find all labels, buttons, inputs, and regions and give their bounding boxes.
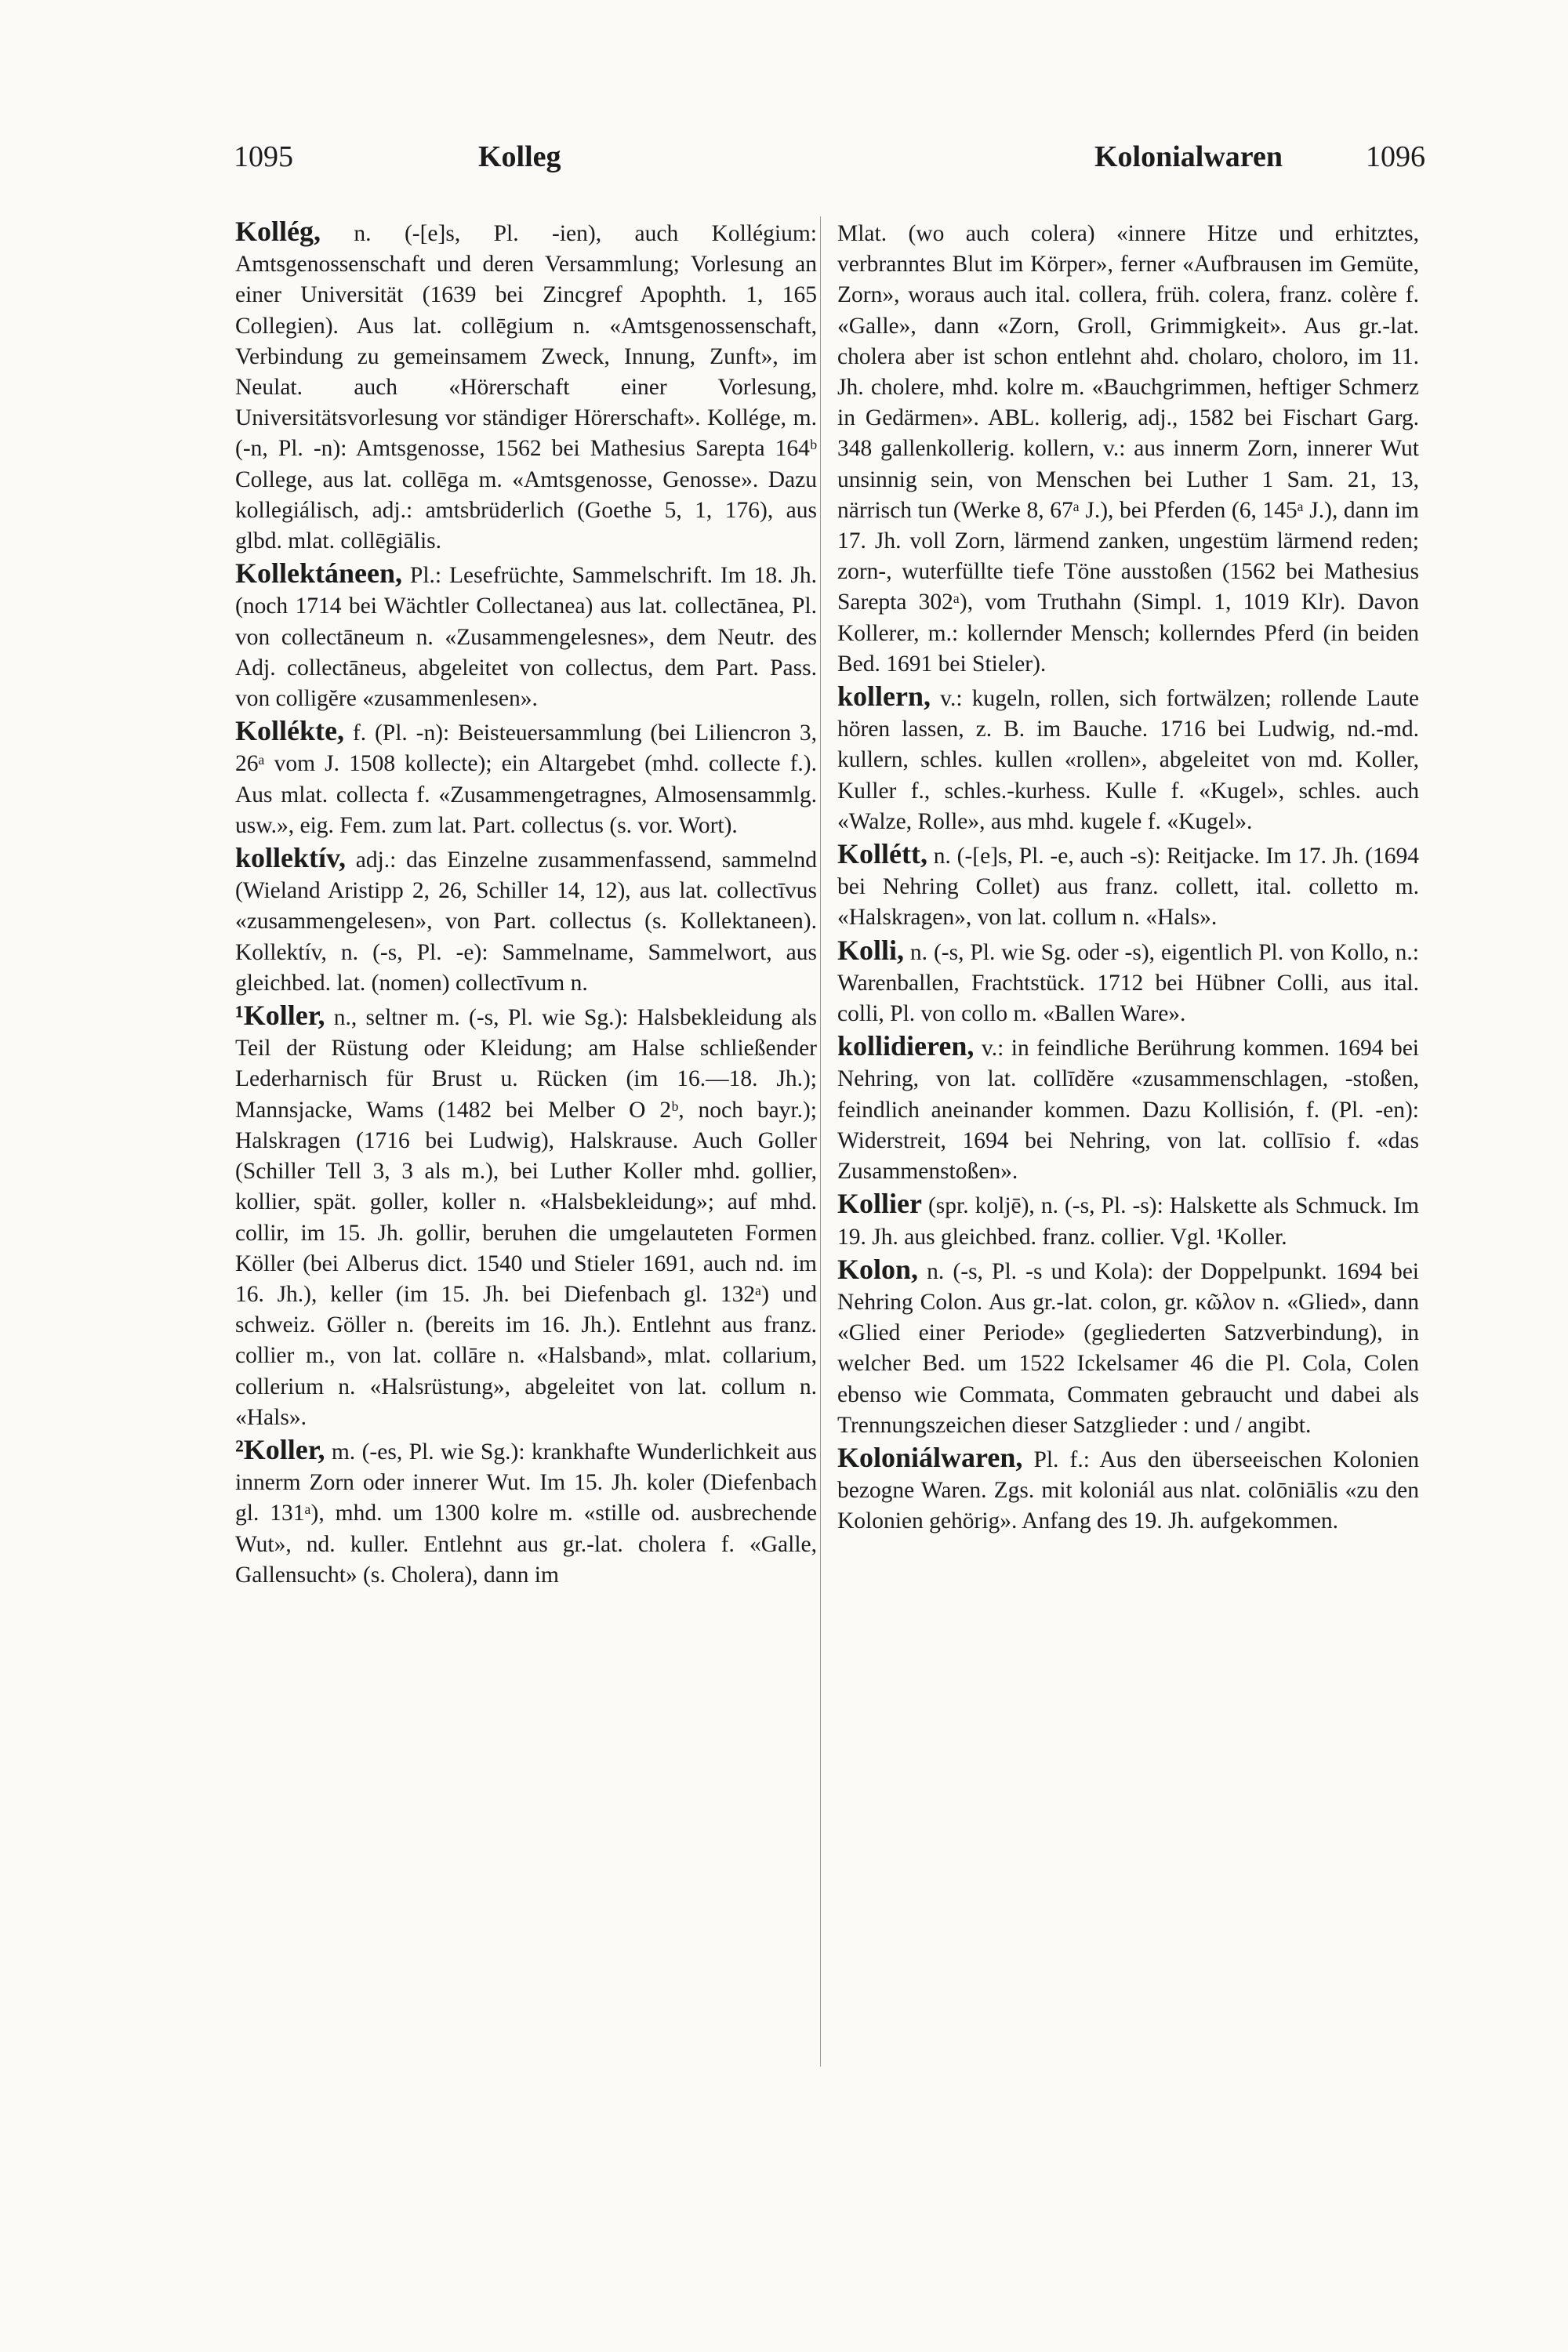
lemma: Kollektáneen, bbox=[235, 557, 402, 590]
entry-kollektiv bbox=[235, 843, 817, 999]
lemma: Kolli, bbox=[837, 934, 905, 966]
entry-body: n. (-s, Pl. -s und Kola): der Doppelpunkt. 1694 bei Nehring Colon. Aus gr.-lat. colon, gr. κῶλον n. «Glied», dann «Glied einer Periode» (gegliederten Satzverbindung), in welcher Bed. um 1522 Ickelsamer 46 die Pl. Cola, Colen ebenso wie Commata, Commaten gebraucht und dabei als Trennungszeichen dieser Satzglieder : und / angibt. bbox=[837, 1258, 1419, 1438]
guide-word-left: Kolleg bbox=[478, 140, 561, 173]
guide-word-right: Kolonialwaren bbox=[1094, 140, 1283, 173]
lemma: kollern, bbox=[837, 681, 931, 713]
page-number-left: 1095 bbox=[234, 140, 293, 173]
entry-body: n., seltner m. (-s, Pl. wie Sg.): Halsbekleidung als Teil der Rüstung oder Kleidung; am Halse schließender Lederharnisch für Brust u. Rücken (im 16.—18. Jh.); Mannsjacke, Wams (1482 bei Melber O 2ᵇ, noch bayr.); Halskragen (1716 bei Ludwig), Halskrause. Auch Goller (Schiller Tell 3, 3 als m.), bei Luther Koller mhd. gollier, kollier, spät. goller, koller n. «Halsbekleidung»; auf mhd. collir, im 15. Jh. gollir, beruhen die umgelauteten Formen Köller (bei Alberus dict. 1540 und Stieler 1691, auch nd. im 16. Jh.), keller (im 15. Jh. bei Diefenbach gl. 132ᵃ) und schweiz. Göller n. (bereits im 16. Jh.). Entlehnt aus franz. collier m., von lat. collāre n. «Halsband», mlat. collarium, collerium n. «Halsrüstung», abgeleitet von lat. collum n. «Hals». bbox=[235, 1005, 817, 1430]
entry-kollern bbox=[837, 681, 1419, 837]
column-left bbox=[235, 216, 817, 1591]
lemma: Kollékte, bbox=[235, 715, 344, 747]
lemma: ¹Koller, bbox=[235, 1000, 325, 1032]
lemma: Kollétt, bbox=[837, 838, 927, 870]
entry-koller-2 bbox=[235, 1435, 817, 1591]
entry-body: adj.: das Einzelne zusammenfassend, sammelnd (Wieland Aristipp 2, 26, Schiller 14, 12), aus lat. collectīvus «zusammengelesen», von Part. collectus (s. Kollektaneen). Kollektív, n. (-s, Pl. -e): Sammelname, Sammelwort, aus gleichbed. lat. (nomen) collectīvum n. bbox=[235, 848, 817, 996]
lemma: kollektív, bbox=[235, 842, 347, 874]
entry-kolonialwaren bbox=[837, 1443, 1419, 1537]
entry-kolon bbox=[837, 1254, 1419, 1441]
entry-body: v.: kugeln, rollen, sich fortwälzen; rollende Laute hören lassen, z. B. im Bauche. 1716 bei Ludwig, nd.-md. kullern, schles. kullen «rollen», abgeleitet von md. Koller, Kuller f., schles.-kurhess. Kulle f. «Kugel», schles. auch «Walze, Rolle», aus mhd. kugele f. «Kugel». bbox=[837, 686, 1419, 834]
entry-body: Mlat. (wo auch colera) «innere Hitze und erhitztes, verbranntes Blut im Körper», ferner «Aufbrausen im Gemüte, Zorn», woraus auch ital. collera, früh. colera, franz. colère f. «Galle», dann «Zorn, Groll, Grimmigkeit». Aus gr.-lat. cholera aber ist schon entlehnt ahd. cholaro, choloro, im 11. Jh. cholere, mhd. kolre m. «Bauchgrimmen, heftiger Schmerz in Gedärmen». ABL. kollerig, adj., 1582 bei Fischart Garg. 348 gallenkollerig. kollern, v.: aus innerm Zorn, innerer Wut unsinnig sein, von Menschen bei Luther 1 Sam. 21, 13, närrisch tun (Werke 8, 67ᵃ J.), bei Pferden (6, 145ᵃ J.), dann im 17. Jh. voll Zorn, lärmend zanken, ungestüm lärmend reden; zorn-, wuterfüllte tiefe Töne ausstoßen (1562 bei Mathesius Sarepta 302ᵃ), vom Truthahn (Simpl. 1, 1019 Klr). Davon Kollerer, m.: kollernder Mensch; kollerndes Pferd (in beiden Bed. 1691 bei Stieler). bbox=[837, 221, 1419, 677]
column-right bbox=[837, 216, 1419, 1537]
entry-body: Pl. f.: Aus den überseeischen Kolonien bezogne Waren. Zgs. mit koloniál aus nlat. colōniālis «zu den Kolonien gehörig». Anfang des 19. Jh. aufgekommen. bbox=[837, 1446, 1419, 1534]
entry-koller-1 bbox=[235, 1000, 817, 1433]
entry-koller-2-continued bbox=[837, 216, 1419, 680]
entry-kolleg bbox=[235, 216, 817, 557]
lemma: Kolon, bbox=[837, 1253, 919, 1285]
entry-body: n. (-s, Pl. wie Sg. oder -s), eigentlich Pl. von Kollo, n.: Warenballen, Frachtstück. 1712 bei Hübner Colli, aus ital. colli, Pl. von collo m. «Ballen Ware». bbox=[837, 939, 1419, 1027]
entry-kollier bbox=[837, 1189, 1419, 1252]
lemma: ²Koller, bbox=[235, 1433, 325, 1465]
running-header bbox=[234, 140, 1425, 187]
entry-kolli bbox=[837, 935, 1419, 1030]
page-number-right: 1096 bbox=[1366, 140, 1425, 173]
entry-kollett bbox=[837, 839, 1419, 934]
entry-body: m. (-es, Pl. wie Sg.): krankhafte Wunderlichkeit aus innerm Zorn oder innerer Wut. Im 15. Jh. koler (Diefenbach gl. 131ᵃ), mhd. um 1300 kolre m. «stille od. ausbrechende Wut», nd. kuller. Entlehnt aus gr.-lat. cholera f. «Galle, Gallensucht» (s. Cholera), dann im bbox=[235, 1439, 817, 1588]
entry-body: v.: in feindliche Berührung kommen. 1694 bei Nehring, von lat. collīdĕre «zusammenschlagen, -stoßen, feindlich aneinander kommen. Dazu Kollisión, f. (Pl. -en): Widerstreit, 1694 bei Nehring, von lat. collīsio f. «das Zusammenstoßen». bbox=[837, 1036, 1419, 1185]
entry-kollidieren bbox=[837, 1031, 1419, 1187]
lemma: Kollég, bbox=[235, 216, 321, 247]
entry-body: n. (-[e]s, Pl. -e, auch -s): Reitjacke. Im 17. Jh. (1694 bei Nehring Collet) aus franz. collett, ital. colletto m. «Halskragen», von lat. collum n. «Hals». bbox=[837, 844, 1419, 931]
lemma: Koloniálwaren, bbox=[837, 1441, 1023, 1473]
entry-body: Pl.: Lesefrüchte, Sammelschrift. Im 18. Jh. (noch 1714 bei Wächtler Collectanea) aus lat. collectānea, Pl. von collectāneum n. «Zusammengelesnes», dem Neutr. des Adj. collectāneus, abgeleitet von collectus, dem Part. Pass. von colligĕre «zusammenlesen». bbox=[235, 563, 817, 712]
entry-body: (spr. koljē), n. (-s, Pl. -s): Halskette als Schmuck. Im 19. Jh. aus gleichbed. franz. collier. Vgl. ¹Koller. bbox=[837, 1193, 1419, 1250]
column-divider bbox=[820, 216, 821, 2067]
entry-body: n. (-[e]s, Pl. -ien), auch Kollégium: Amtsgenossenschaft und deren Versammlung; Vorlesung an einer Universität (1639 bei Zincgref Apophth. 1, 165 Collegien). Aus lat. collēgium n. «Amtsgenossenschaft, Verbindung zu gemeinsamem Zweck, Innung, Zunft», im Neulat. auch «Hörerschaft einer Vorlesung, Universitätsvorlesung vor ständiger Hörerschaft». Kollége, m. (-n, Pl. -n): Amtsgenosse, 1562 bei Mathesius Sarepta 164ᵇ College, aus lat. collēga m. «Amtsgenosse, Genosse». Dazu kollegiálisch, adj.: amtsbrüderlich (Goethe 5, 1, 176), aus glbd. mlat. collēgiālis. bbox=[235, 221, 817, 554]
lemma: Kollier bbox=[837, 1188, 922, 1220]
entry-body: f. (Pl. -n): Beisteuersammlung (bei Liliencron 3, 26ᵃ vom J. 1508 kollecte); ein Altargebet (mhd. collecte f.). Aus mlat. collecta f. «Zusammengetragnes, Almosensammlg. usw.», eig. Fem. zum lat. Part. collectus (s. vor. Wort). bbox=[235, 720, 817, 838]
entry-kollektaneen bbox=[235, 558, 817, 714]
lemma: kollidieren, bbox=[837, 1030, 975, 1062]
entry-kollekte bbox=[235, 716, 817, 841]
